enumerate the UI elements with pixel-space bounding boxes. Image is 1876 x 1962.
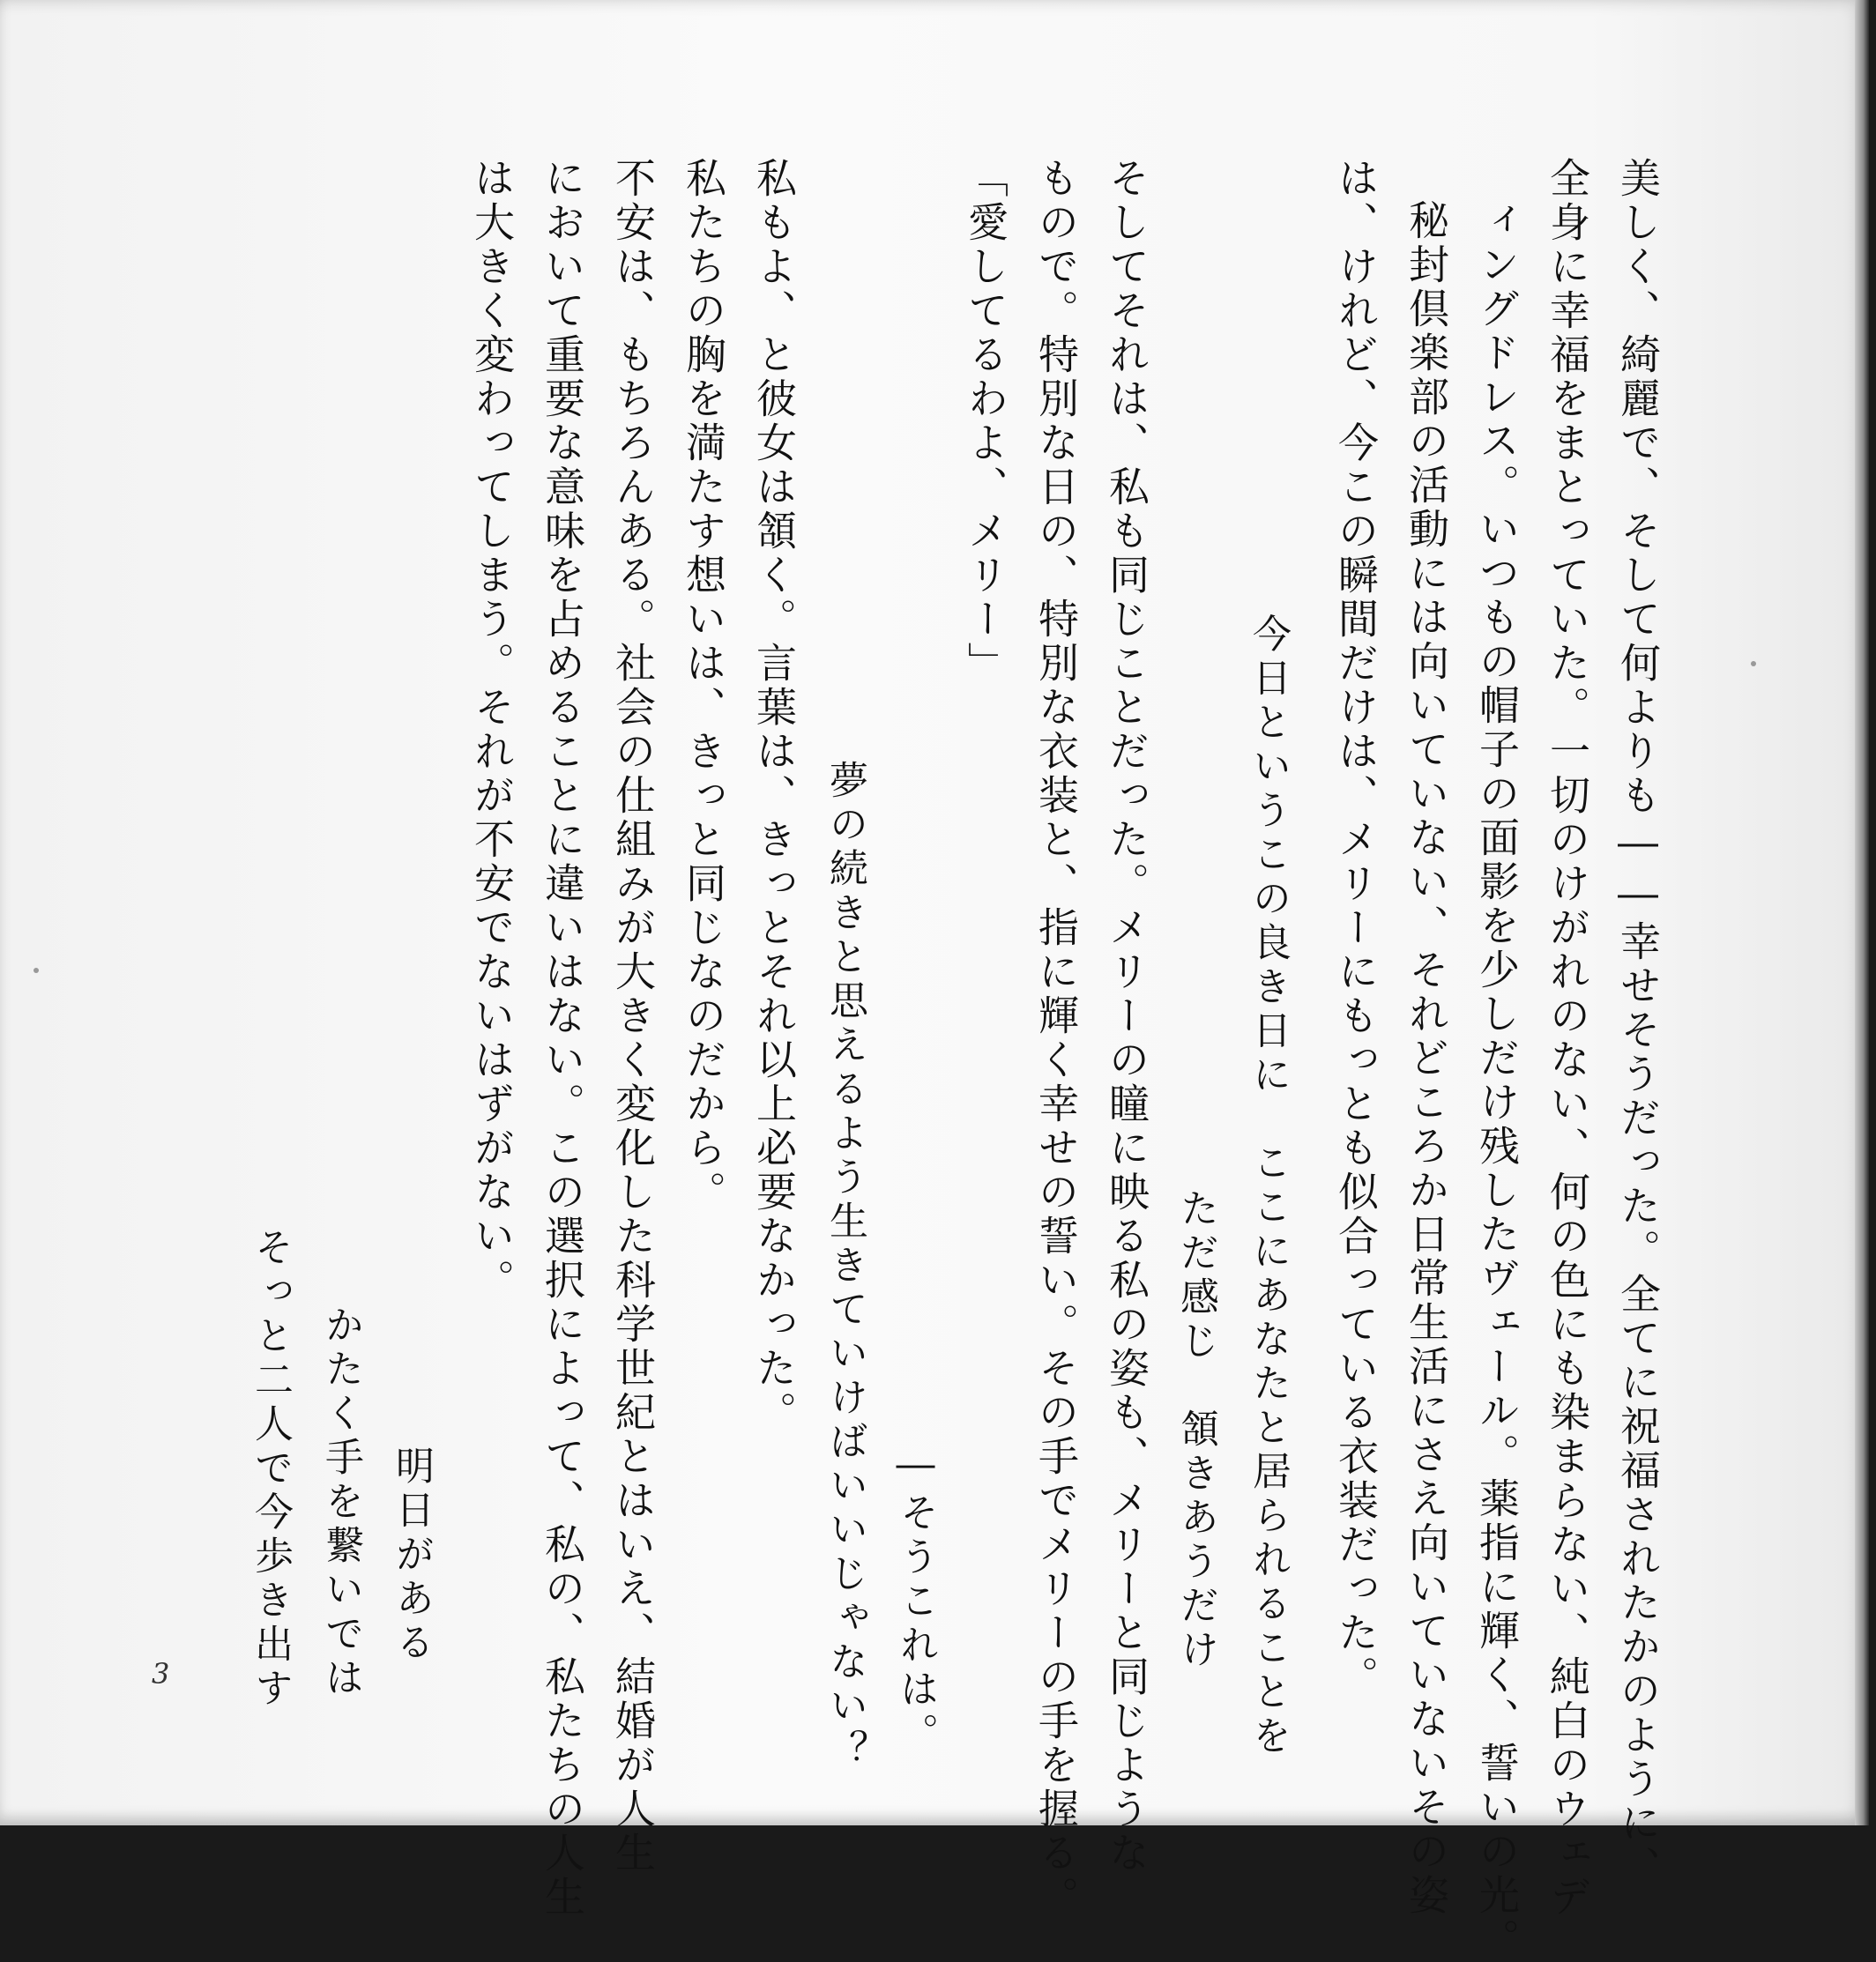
lyric-line-5: 明日がある — [389, 1445, 434, 1666]
lyric-line-6: かたく手を繋いでは — [318, 1304, 363, 1701]
lyric-line-1: 今日というこの良き日に ここにあなたと居られることを — [1246, 613, 1291, 1759]
page-number: 3 — [152, 1657, 170, 1691]
text-column-17: は大きく変わってしまう。それが不安でないはずがない。 — [468, 157, 516, 1303]
text-column-5: は、けれど、今この瞬間だけは、メリーにもっとも似合っている衣装だった。 — [1332, 157, 1380, 1699]
text-column-10: 「愛してるわよ、メリー」 — [962, 157, 1009, 686]
lyric-line-7: そっと二人で今歩き出す — [248, 1227, 293, 1712]
page-edge-shadow — [1855, 0, 1869, 1825]
paper-speck — [34, 968, 39, 973]
text-column-4: 秘封倶楽部の活動には向いていない、それどころか日常生活にさえ向いていないその姿 — [1403, 199, 1450, 1918]
text-column-9: もので。特別な日の、特別な衣装と、指に輝く幸せの誓い。その手でメリーの手を握る。 — [1032, 157, 1080, 1920]
text-column-14: 私たちの胸を満たす想いは、きっと同じなのだから。 — [680, 157, 727, 1215]
text-column-2: 全身に幸福をまとっていた。一切のけがれのない、何の色にも染まらない、純白のウェデ — [1544, 157, 1591, 1920]
lyric-line-3: ―そうこれは。 — [893, 1442, 938, 1757]
text-column-3: ィングドレス。いつもの帽子の面影を少しだけ残したヴェール。薬指に輝く、誓いの光。 — [1473, 199, 1521, 1962]
lyric-line-2: ただ感じ 頷きあうだけ — [1173, 1188, 1218, 1673]
lyric-line-4: 夢の続きと思えるよう生きていけばいいじゃない？ — [823, 760, 867, 1773]
text-column-8: そしてそれは、私も同じことだった。メリーの瞳に映る私の姿も、メリーと同じような — [1103, 157, 1150, 1876]
text-column-13: 私もよ、と彼女は頷く。言葉は、きっとそれ以上必要なかった。 — [750, 157, 798, 1435]
text-column-15: 不安は、もちろんある。社会の仕組みが大きく変化した科学世紀とはいえ、結婚が人生 — [609, 157, 657, 1876]
text-column-1: 美しく、綺麗で、そして何よりも――幸せそうだった。全てに祝福されたかのように、 — [1614, 157, 1662, 1890]
paper-speck — [1751, 661, 1756, 666]
text-column-16: において重要な意味を占めることに違いはない。この選択によって、私の、私たちの人生 — [539, 157, 586, 1920]
